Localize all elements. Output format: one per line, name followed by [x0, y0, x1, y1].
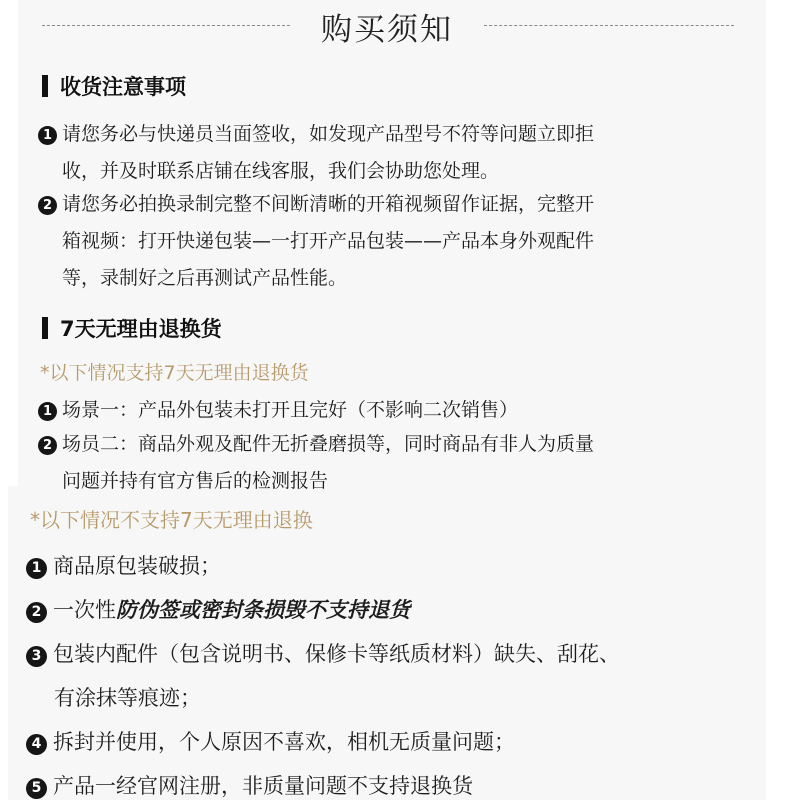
receiving-item-2	[38, 186, 594, 297]
section-heading-returns	[42, 314, 222, 342]
number-2-icon: 2	[26, 602, 47, 623]
item-emphasis-text: 防伪签或密封条损毁不支持退货	[116, 598, 410, 622]
unsupported-item-3-cont: 有涂抹等痕迹；	[54, 686, 201, 710]
section-heading-text: 7天无理由退换货	[60, 317, 222, 341]
number-2-icon: 2	[38, 436, 57, 455]
item-text: 商品原包装破损；	[53, 554, 221, 578]
section-heading-receiving	[42, 72, 186, 100]
unsupported-item-3	[26, 632, 620, 676]
number-2-icon: 2	[38, 196, 57, 215]
item-text: 拆封并使用，个人原因不喜欢，相机无质量问题；	[53, 730, 515, 754]
item-text: 包装内配件（包含说明书、保修卡等纸质材料）缺失、刮花、	[53, 642, 620, 666]
item-text: 一次性	[53, 598, 116, 622]
item-line	[38, 426, 594, 463]
page-title: 购买须知	[321, 12, 453, 48]
unsupported-item-1	[26, 544, 620, 588]
item-text: 场员二：商品外观及配件无折叠磨损等，同时商品有非人为质量	[62, 433, 595, 455]
unsupported-item-4	[26, 720, 620, 764]
item-text: 请您务必拍换录制完整不间断清晰的开箱视频留作证据，完整开	[62, 193, 595, 215]
item-text: 请您务必与快递员当面签收，如发现产品型号不符等问题立即拒	[62, 123, 595, 145]
item-text: 产品一经官网注册，非质量问题不支持退换货	[53, 774, 473, 798]
number-1-icon: 1	[26, 558, 47, 579]
item-line: 箱视频：打开快递包装—一打开产品包装——产品本身外观配件	[62, 230, 595, 252]
section-heading-text: 收货注意事项	[60, 75, 186, 99]
title-divider-right	[484, 25, 734, 26]
number-5-icon: 5	[26, 778, 47, 799]
item-line	[38, 392, 518, 429]
title-row	[0, 0, 800, 50]
unsupported-note: *以下情况不支持7天无理由退换	[30, 508, 313, 532]
supported-item-1	[38, 392, 518, 429]
number-3-icon: 3	[26, 646, 47, 667]
supported-note: *以下情况支持7天无理由退换货	[40, 362, 309, 384]
unsupported-item-2	[26, 588, 620, 632]
unsupported-list	[26, 544, 620, 808]
receiving-item-1	[38, 116, 594, 190]
unsupported-item-5	[26, 764, 620, 808]
section-bar-icon	[42, 317, 48, 339]
title-divider-left	[42, 25, 290, 26]
item-line: 等，录制好之后再测试产品性能。	[62, 267, 348, 289]
number-1-icon: 1	[38, 126, 57, 145]
section-bar-icon	[42, 75, 48, 97]
item-line: 问题并持有官方售后的检测报告	[62, 470, 329, 492]
supported-item-2	[38, 426, 594, 500]
item-text: 场景一：产品外包装未打开且完好（不影响二次销售）	[62, 399, 519, 421]
number-4-icon: 4	[26, 734, 47, 755]
item-line: 收，并及时联系店铺在线客服，我们会协助您处理。	[62, 160, 500, 182]
item-line	[38, 116, 594, 153]
number-1-icon: 1	[38, 402, 57, 421]
item-line	[38, 186, 594, 223]
